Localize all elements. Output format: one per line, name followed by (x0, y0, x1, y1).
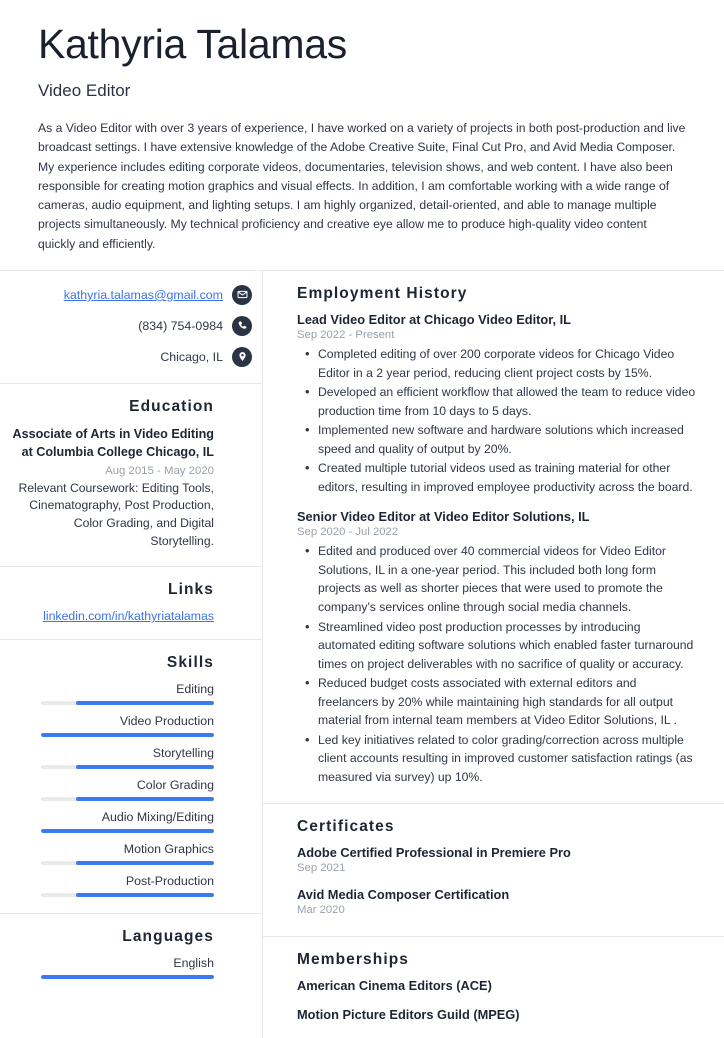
certificates-section (263, 804, 724, 937)
employment-entry-date: Sep 2020 - Jul 2022 (297, 526, 399, 539)
envelope-icon (232, 285, 252, 305)
skills-list (8, 682, 214, 897)
skill-label: Storytelling (152, 746, 214, 761)
skill-item (8, 810, 214, 833)
skill-level-fill (76, 701, 214, 705)
employment-section (263, 271, 724, 804)
skill-level-bar (41, 701, 214, 705)
bullet-item: • Completed editing of over 200 corporate videos for Chicago Video Editor in a 2 year period, reducing client project costs by 15%. (318, 345, 698, 382)
skill-level-fill (76, 861, 214, 865)
main-column (263, 271, 724, 1038)
skill-item (8, 778, 214, 801)
skill-label: Color Grading (136, 778, 214, 793)
skill-item (8, 746, 214, 769)
languages-heading: Languages (122, 928, 214, 946)
skill-level-fill (76, 765, 214, 769)
skill-level-bar (41, 861, 214, 865)
location-text: Chicago, IL (160, 349, 223, 364)
language-item (8, 956, 214, 979)
skills-heading: Skills (166, 654, 214, 672)
employment-entry-date: Sep 2022 - Present (297, 328, 395, 341)
skill-level-bar (41, 733, 214, 737)
employment-entry (297, 509, 698, 786)
certificate-date: Sep 2021 (297, 862, 346, 875)
sidebar-column (0, 271, 263, 1038)
links-section (0, 567, 262, 640)
skill-level-bar (41, 797, 214, 801)
employment-entry-bullets (297, 345, 698, 496)
bullet-item: • Edited and produced over 40 commercial videos for Video Editor Solutions, IL in a one-year period. This included both long form projects as well as shorter pieces that were used to promote the company's services online through social media channels. (318, 542, 698, 616)
bullet-item: • Implemented new software and hardware solutions which increased speed and quality of output by 20%. (318, 421, 698, 458)
education-date: Aug 2015 - May 2020 (105, 464, 214, 477)
employment-entry-title: Senior Video Editor at Video Editor Solutions, IL (297, 509, 590, 525)
education-description: Relevant Coursework: Editing Tools, Cinematography, Post Production, Color Grading, and Digital Storytelling. (18, 480, 214, 548)
links-heading: Links (168, 581, 214, 599)
memberships-heading: Memberships (297, 951, 410, 969)
skill-label: Video Production (119, 714, 214, 729)
link-item-linkedin[interactable]: linkedin.com/in/kathyriatalamas (43, 609, 214, 624)
phone-text: (834) 754-0984 (138, 318, 223, 333)
skill-label: Editing (176, 682, 214, 697)
languages-section (0, 914, 262, 995)
location-pin-icon (232, 347, 252, 367)
employment-heading: Employment History (297, 284, 468, 302)
certificate-entry (297, 845, 698, 874)
professional-summary: As a Video Editor with over 3 years of experience, I have worked on a variety of projects in both post-production and live broadcast settings. I have extensive knowledge of the Adobe Creative Suite, Final Cut Pro, and Avid Media Composer. My experience includes editing corporate videos, documentaries, television shows, and web content. I have also been responsible for creating motion graphics and visual effects. In addition, I am comfortable working with a wide range of cameras, audio equipment, and lighting setups. I am highly organized, detail-oriented, and able to manage multiple projects simultaneously. My technical proficiency and creative eye allow me to produce high-quality video content quickly and efficiently. (38, 121, 686, 251)
skill-label: Audio Mixing/Editing (101, 810, 214, 825)
language-level-bar (41, 975, 214, 979)
bullet-item: • Developed an efficient workflow that allowed the team to reduce video production time from 10 days to 5 days. (318, 383, 698, 420)
skill-item (8, 682, 214, 705)
bullet-item: • Reduced budget costs associated with external editors and freelancers by 20% while maintaining high standards for all output material from internal team members at Video Editor Solutions, IL . (318, 674, 698, 730)
resume-header (0, 0, 724, 254)
skills-section (0, 640, 262, 914)
certificate-title: Avid Media Composer Certification (297, 887, 510, 903)
email-text[interactable]: kathyria.talamas@gmail.com (63, 287, 223, 302)
certificates-heading: Certificates (297, 818, 395, 836)
skill-level-bar (41, 765, 214, 769)
skill-label: Post-Production (125, 874, 214, 889)
skill-item (8, 874, 214, 897)
contact-item-location (8, 347, 252, 367)
membership-entry: American Cinema Editors (ACE) (297, 978, 492, 994)
certificate-date: Mar 2020 (297, 904, 345, 917)
skill-item (8, 842, 214, 865)
contact-section (0, 271, 262, 384)
employment-entry-bullets (297, 542, 698, 786)
employment-entry (297, 312, 698, 496)
skill-level-fill (41, 829, 214, 833)
candidate-name: Kathyria Talamas (38, 21, 347, 67)
contact-item-phone (8, 316, 252, 336)
language-level-fill (41, 975, 214, 979)
skill-level-bar (41, 893, 214, 897)
language-label: English (173, 956, 214, 971)
employment-entry-title: Lead Video Editor at Chicago Video Editor, IL (297, 311, 571, 327)
candidate-job-title: Video Editor (38, 81, 131, 101)
skill-label: Motion Graphics (123, 842, 214, 857)
bullet-item: • Led key initiatives related to color grading/correction across multiple client accounts resulting in improved customer satisfaction ratings (as measured via survey) up 10%. (318, 731, 698, 787)
resume-body (0, 270, 724, 1038)
education-degree: Associate of Arts in Video Editing at Columbia College Chicago, IL (12, 426, 214, 459)
phone-icon (232, 316, 252, 336)
certificate-title: Adobe Certified Professional in Premiere Pro (297, 845, 571, 861)
skill-item (8, 714, 214, 737)
membership-entry: Motion Picture Editors Guild (MPEG) (297, 1007, 520, 1023)
education-heading: Education (129, 397, 214, 415)
bullet-item: • Streamlined video post production processes by introducing automated editing software solutions which enabled faster turnaround times on project deliverables with no sacrifice of quality or accuracy. (318, 618, 698, 674)
certificate-entry (297, 887, 698, 916)
skill-level-fill (76, 797, 214, 801)
skill-level-bar (41, 829, 214, 833)
bullet-item: • Created multiple tutorial videos used as training material for other editors, resulting in improved employee productivity across the board. (318, 459, 698, 496)
education-section (0, 384, 262, 568)
skill-level-fill (41, 733, 214, 737)
skill-level-fill (76, 893, 214, 897)
contact-item-email[interactable] (8, 285, 252, 305)
